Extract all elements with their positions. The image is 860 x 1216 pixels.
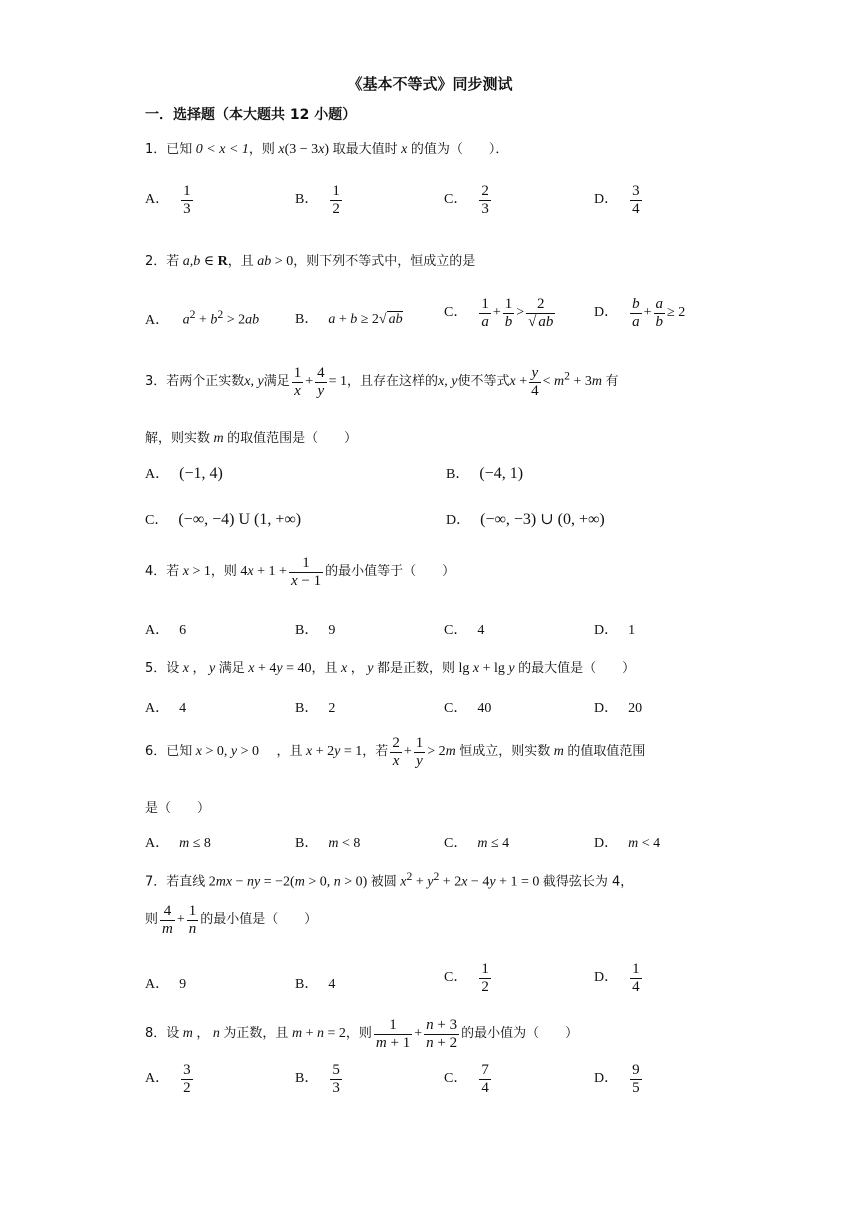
q7-option-b[interactable]: B． 4 bbox=[295, 977, 336, 992]
q7-option-d[interactable]: D． $\frac{1}{4}$ bbox=[594, 961, 640, 995]
q3-option-d[interactable]: D． (−∞, −3) ∪ (0, +∞) bbox=[446, 511, 605, 528]
q1-option-d[interactable]: D． $\frac{3}{4}$ bbox=[594, 183, 640, 217]
q2-option-d[interactable]: D． $\frac{b}{a}$ + $\frac{a}{b}$ ≥ 2 bbox=[594, 296, 686, 330]
q1-option-c[interactable]: C． $\frac{2}{3}$ bbox=[444, 183, 489, 217]
q4-option-b[interactable]: B． 9 bbox=[295, 623, 336, 638]
question-8: 8．设 m ， n 为正数，且 m + n = 2，则 $\frac{1}{m + 1}$ + $\frac{n + 3}{n + 2}$ 的最小值为（ ） bbox=[145, 1017, 579, 1051]
question-7-line2: 则 $\frac{4}{m}$ + $\frac{1}{n}$ 的最小值是（ ） bbox=[145, 903, 318, 937]
q2-option-a[interactable]: A． $a^2 + b^2 > 2ab$ bbox=[145, 308, 260, 328]
question-3: 3．若两个正实数x, y满足 $\frac{1}{x}$ + $\frac{4}{y}$ = 1，且存在这样的x, y使不等式x + $\frac{y}{4}$ < $m^2 + 3m$ 有 bbox=[145, 365, 619, 399]
q6-option-c[interactable]: C． m ≤ 4 bbox=[444, 836, 510, 851]
q6-option-b[interactable]: B． m < 8 bbox=[295, 836, 361, 851]
q6-option-a[interactable]: A． m ≤ 8 bbox=[145, 836, 211, 851]
q3-option-a[interactable]: A． (−1, 4) bbox=[145, 465, 223, 482]
q3-option-b[interactable]: B． (−4, 1) bbox=[446, 465, 524, 482]
q7-option-a[interactable]: A． 9 bbox=[145, 977, 187, 992]
q4-option-c[interactable]: C． 4 bbox=[444, 623, 485, 638]
q8-option-c[interactable]: C． $\frac{7}{4}$ bbox=[444, 1062, 489, 1096]
question-3-line2: 解，则实数 m 的取值范围是（ ） bbox=[145, 431, 358, 446]
q1-option-b[interactable]: B． $\frac{1}{2}$ bbox=[295, 183, 340, 217]
section-header: 一．选择题（本大题共 12 小题） bbox=[145, 107, 357, 123]
q2-option-c[interactable]: C． $\frac{1}{a}$ + $\frac{1}{b}$ > $\frac{2}{√ ab}$ bbox=[444, 296, 554, 330]
q5-option-b[interactable]: B． 2 bbox=[295, 701, 336, 716]
q8-option-d[interactable]: D． $\frac{9}{5}$ bbox=[594, 1062, 640, 1096]
question-6-line2: 是（ ） bbox=[145, 801, 211, 816]
q6-option-d[interactable]: D． m < 4 bbox=[594, 836, 661, 851]
q2-option-b[interactable]: B． a + b ≥ 2√ ab bbox=[295, 312, 403, 327]
question-6: 6．已知 x > 0, y > 0 ，且 x + 2y = 1，若 $\frac{2}{x}$ + $\frac{1}{y}$ > 2m 恒成立，则实数 m 的值取值范围 bbox=[145, 735, 646, 769]
q8-option-a[interactable]: A． $\frac{3}{2}$ bbox=[145, 1062, 191, 1096]
question-4: 4．若 x > 1，则 4x + 1 + $\frac{1}{x - 1}$ 的最小值等于（ ） bbox=[145, 555, 456, 589]
q7-option-c[interactable]: C． $\frac{1}{2}$ bbox=[444, 961, 489, 995]
question-7: 7．若直线 2mx − ny = −2(m > 0, n > 0) 被圆 $x^2 + y^2 + 2x - 4y + 1 = 0$ 截得弦长为 4， bbox=[145, 870, 634, 890]
q8-option-b[interactable]: B． $\frac{5}{3}$ bbox=[295, 1062, 340, 1096]
q5-option-c[interactable]: C． 40 bbox=[444, 701, 492, 716]
question-1: 1．已知 0 < x < 1，则 x(3 − 3x) 取最大值时 x 的值为（ ）． bbox=[145, 142, 509, 157]
question-5: 5．设 x ， y 满足 x + 4y = 40，且 x ， y 都是正数，则 lg x + lg y 的最大值是（ ） bbox=[145, 661, 636, 676]
q4-option-d[interactable]: D． 1 bbox=[594, 623, 636, 638]
question-2: 2．若 a,b ∈ R，且 ab > 0，则下列不等式中，恒成立的是 bbox=[145, 254, 476, 269]
q1-option-a[interactable]: A． $\frac{1}{3}$ bbox=[145, 183, 191, 217]
q5-option-d[interactable]: D． 20 bbox=[594, 701, 643, 716]
q4-option-a[interactable]: A． 6 bbox=[145, 623, 187, 638]
q5-option-a[interactable]: A． 4 bbox=[145, 701, 187, 716]
page-title: 《基本不等式》同步测试 bbox=[347, 75, 513, 93]
q3-option-c[interactable]: C． (−∞, −4) U (1, +∞) bbox=[145, 511, 302, 528]
